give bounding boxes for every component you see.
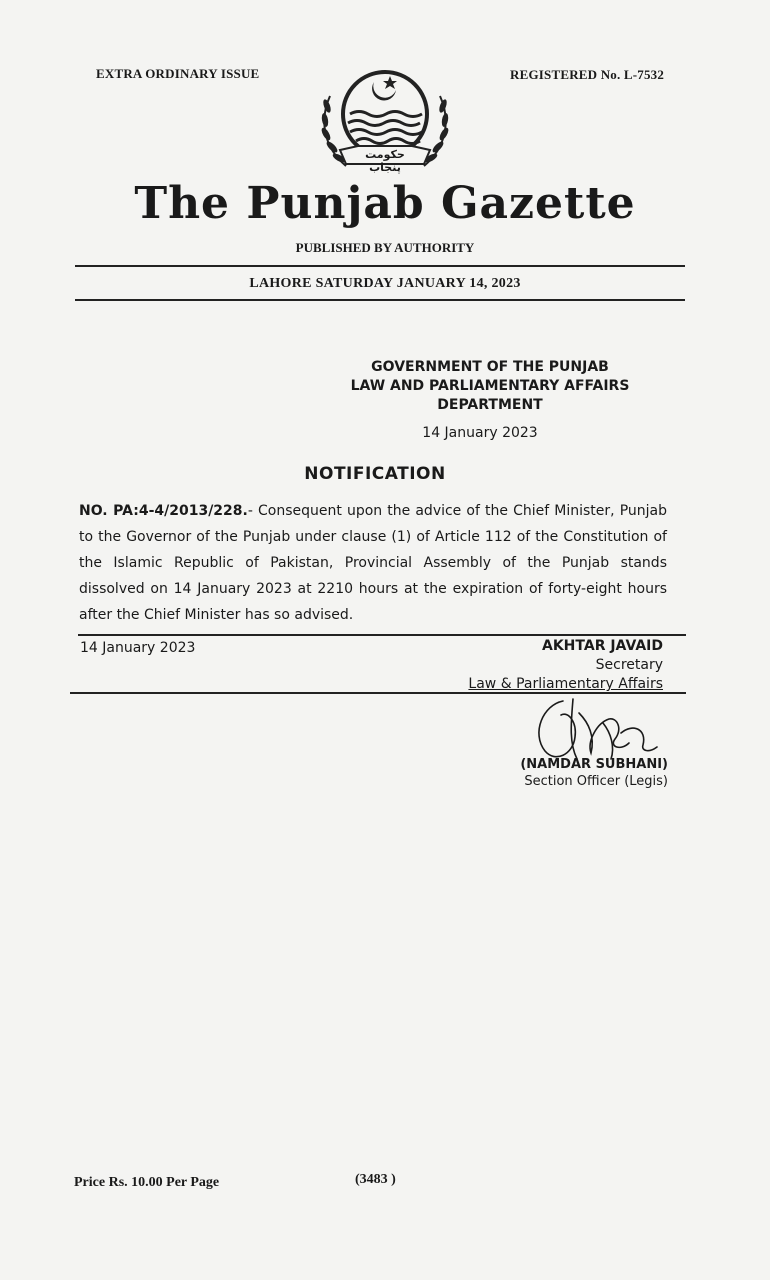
section-officer-name: (NAMDAR SUBHANI) bbox=[520, 757, 668, 772]
section-officer-block bbox=[470, 756, 668, 790]
section-officer-designation: Section Officer (Legis) bbox=[524, 774, 668, 789]
gazette-dateline: LAHORE SATURDAY JANUARY 14, 2023 bbox=[249, 276, 521, 291]
signatory-name: AKHTAR JAVAID bbox=[542, 638, 663, 654]
notification-reference: NO. PA:4-4/2013/228. bbox=[79, 503, 248, 519]
notification-body bbox=[79, 498, 667, 628]
masthead-rule-top bbox=[75, 265, 685, 267]
issue-type: EXTRA ORDINARY ISSUE bbox=[96, 66, 260, 81]
department-line-2: LAW AND PARLIAMENTARY AFFAIRS bbox=[350, 378, 630, 394]
notification-text: - Consequent upon the advice of the Chief Minister, Punjab to the Governor of the Punjab under clause (1) of Article 112 of the Constitution of the Islamic Republic of Pakistan, Provincial Assembly of the Punjab stands dissolved on 14 January 2023 at 2210 hours at the expiration of forty-eight hours after the Chief Minister has so advised. bbox=[79, 503, 667, 623]
registration-number: REGISTERED No. L-7532 bbox=[510, 67, 665, 82]
footer-price: Price Rs. 10.00 Per Page bbox=[74, 1175, 220, 1190]
emblem-ribbon-text: حکومت پنجاب bbox=[365, 148, 405, 174]
department-heading bbox=[335, 358, 645, 415]
signatory-department: Law & Parliamentary Affairs bbox=[468, 676, 663, 692]
signatory-designation: Secretary bbox=[595, 657, 663, 673]
department-line-3: DEPARTMENT bbox=[437, 397, 543, 413]
footer-page-number: (3483 ) bbox=[355, 1172, 396, 1187]
masthead-rule-bottom bbox=[75, 299, 685, 301]
signature-date: 14 January 2023 bbox=[80, 640, 196, 656]
department-line-1: GOVERNMENT OF THE PUNJAB bbox=[371, 359, 609, 375]
department-date: 14 January 2023 bbox=[422, 425, 538, 441]
signatory-block bbox=[440, 637, 663, 694]
gazette-title: The Punjab Gazette bbox=[134, 178, 636, 229]
notification-title: NOTIFICATION bbox=[304, 464, 446, 484]
published-by-authority: PUBLISHED BY AUTHORITY bbox=[295, 240, 475, 255]
signature-rule-top bbox=[78, 634, 686, 636]
